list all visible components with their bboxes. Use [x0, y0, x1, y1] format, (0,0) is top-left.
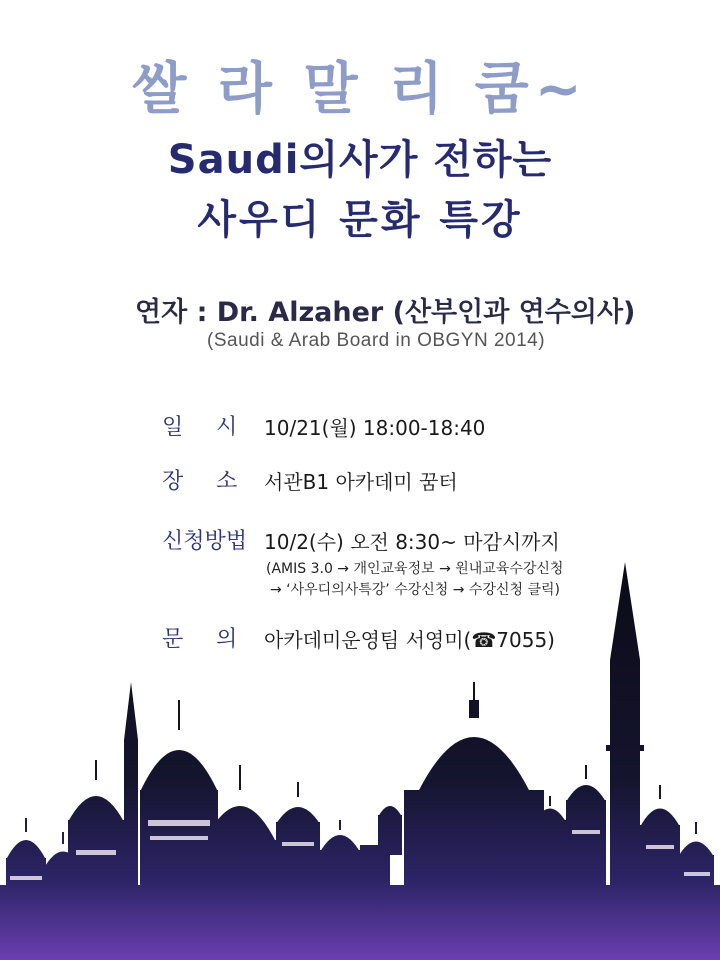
apply-note-2: → ‘사우디의사특강’ 수강신청 → 수강신청 클릭)	[270, 582, 560, 598]
speaker-line: 연자 : Dr. Alzaher (산부인과 연수의사)	[135, 297, 636, 328]
title-line-2: 사우디 문화 특강	[197, 197, 523, 243]
place-label-b: 소	[216, 469, 238, 494]
date-value: 10/21(월) 18:00-18:40	[264, 416, 486, 440]
place-label-a: 장	[162, 469, 184, 494]
speaker-credentials: (Saudi & Arab Board in OBGYN 2014)	[207, 330, 546, 351]
contact-label-a: 문	[162, 627, 184, 652]
date-label-a: 일	[162, 415, 184, 440]
apply-value: 10/2(수) 오전 8:30~ 마감시까지	[264, 530, 560, 554]
place-value: 서관B1 아카데미 꿈터	[264, 470, 458, 494]
contact-label-b: 의	[216, 627, 238, 652]
greeting-heading: 쌀 라 말 리 쿰~	[132, 57, 588, 122]
apply-note-1: (AMIS 3.0 → 개인교육정보 → 원내교육수강신청	[266, 561, 564, 577]
apply-label: 신청방법	[162, 529, 248, 554]
contact-value: 아카데미운영팀 서영미(☎7055)	[264, 628, 555, 652]
date-label-b: 시	[216, 415, 238, 440]
title-line-1: Saudi의사가 전하는	[167, 137, 553, 183]
